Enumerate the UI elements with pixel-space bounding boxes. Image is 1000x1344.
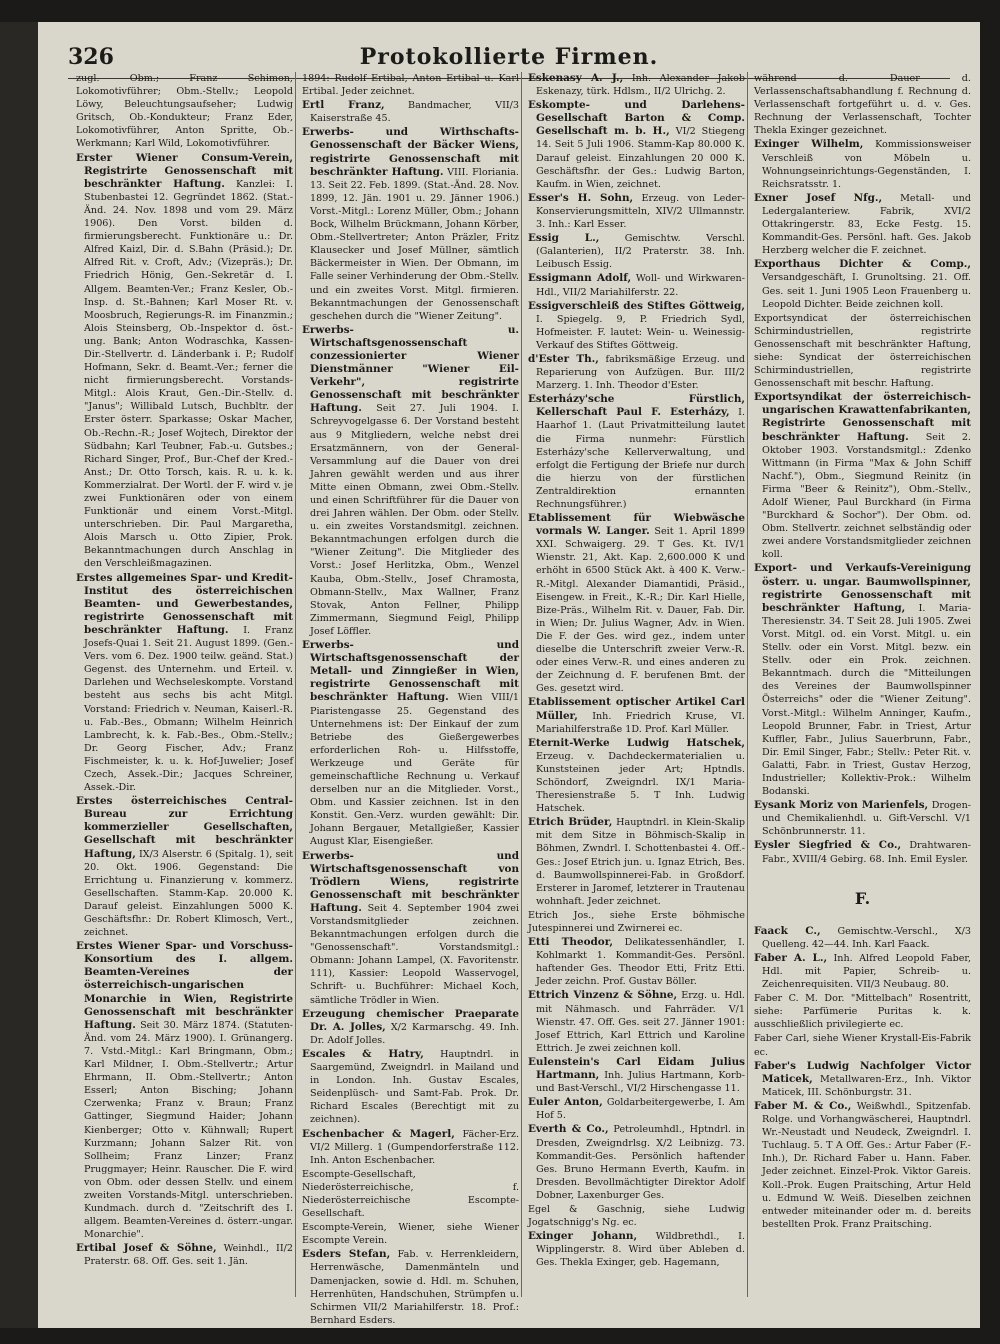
firm-details: fabriksmäßige Erzeug. und Reparierung von Aufzügen. Bur. III/2 Marzerg. 1. Inh. Theodor d'Ester. — [536, 353, 745, 392]
firm-details: Inh. Friedrich Kruse, VI. Mariahilferstraße 1D. Prof. Karl Müller. — [536, 710, 745, 735]
column-divider — [521, 72, 522, 1297]
firm-name: Eysler Siegfried & Co., — [754, 839, 902, 852]
firm-name: Faber M. & Co., — [754, 1099, 852, 1112]
firm-entry — [754, 391, 971, 561]
firm-entry — [528, 1230, 745, 1269]
firm-details: VIII. Floriania. 13. Seit 22. Feb. 1899. (Stat.-Änd. 28. Nov. 1899, 12. Jän. 1901 u. 29. Jänner 1906.) Vorst.-Mitgl.: Lorenz Müller, Obm.; Johann Bock, Wilhelm Brückmann, Johann Körber, Obm.-Stellvertreter; Anton Präzler, Fritz Klausecker und Josef Müllner, sämtlich Bäckermeister in Wien. Der Obmann, im Falle seiner Verhinderung der Obm.-Stellv. und ein zweites Vorst. Mitgl. firmieren. Bekanntmachungen der Genossenschaft geschehen durch die "Wiener Zeitung". — [310, 166, 519, 322]
firm-entry — [528, 737, 745, 816]
firm-details: X/2 Karmarschg. 49. Inh. Dr. Adolf Jolles. — [310, 1021, 519, 1046]
firm-details: Seit 30. März 1874. (Statuten-Änd. vom 24. März 1900). I. Grünangerg. 7. Vstd.-Mitgl.: Karl Bringmann, Obm.; Karl Mildner, I. Obm.-Stellvertr.; Artur Ehrmann, II. Obm.-Stellvertr.; Anton Esserl; Anton Bisching; Johann Czerwenka; Franz v. Braun; Franz Gattinger, Siegmund Haider; Johann Kienberger; Otto v. Kühnwall; Rupert Kurzmann; Johann Salzer Rit. von Sollheim; Franz Linzer; Franz Pruggmayer; Heinr. Rauscher. Die F. wird von Obm. oder dessen Stellv. und einem zweiten Vorstands-Mitgl. unterschrieben. Kundmach. durch d. "Zeitschrift des I. allgem. Beamten-Vereines d. österr.-ungar. Monarchie". — [84, 1019, 293, 1241]
firm-name: Erstes österreichisches Central-Bureau zur Errichtung kommerzieller Gesellschaften, Gesellschaft mit beschränkter Haftung, — [76, 795, 293, 860]
firm-entry — [76, 572, 293, 795]
firm-entry — [528, 909, 745, 935]
firm-details: IX/3 Alserstr. 6 (Spitalg. 1), seit 20. Okt. 1906. Gegenstand: Die Errichtung u. Finanzierung v. kommerz. Gesellschaften. Stamm-Kap. 20.000 K. Darauf geleist. Einzahlungen 5000 K. Geschäftsfhr.: Dr. Robert Klimosch, Vert., zeichnet. — [84, 848, 293, 939]
firm-entry — [76, 940, 293, 1241]
firm-entry — [528, 936, 745, 988]
firm-entry — [302, 1128, 519, 1167]
firm-details: Wien VIII/1 Piaristengasse 25. Gegenstand des Unternehmens ist: Der Einkauf der zum Betriebe des Gießergewerbes erforderlichen Roh- u. Hilfsstoffe, Werkzeuge und Geräte für gemeinschaftliche Rechnung u. Verkauf derselben nur an die Mitglieder. Vorst., Obm. und Kassier zeichnen. Ist in den Konstit. Gen.-Verz. wurden gewählt: Dir. Johann Bergauer, Metallgießer, Kassier August Klar, Eisengießer. — [310, 692, 519, 848]
firm-details: Seit 4. September 1904 zwei Vorstandsmitglieder zeichnen. Bekanntmachungen erfolgen durch die "Genossenschaft". Vorstandsmitgl.: Obmann: Johann Lampel, (X. Favoritenstr. 111), Kassier: Leopold Wasservogel, Schrift- u. Buchführer: Michael Koch, sämtliche Trödler in Wien. — [310, 902, 519, 1006]
firm-details: Wildbrethdl., I. Wipplingerstr. 8. Wird über Ableben d. Ges. Thekla Exinger, geb. Hagemann, — [536, 1231, 745, 1269]
firm-name: Eternit-Werke Ludwig Hatschek, — [528, 736, 745, 749]
firm-details: Weißwhdl., Spitzenfab. Rolge. und Vorhangwäscherei, Hauptndrl. Wr.-Neustadt und Neudeck, Zweigndrl. I. Tuchlaug. 5. T A Off. Ges.: Artur Faber (F.-Inh.), Dr. Richard Faber u. Hann. Faber. Jeder zeichnet. Einzel-Prok. Viktor Gareis. Koll.-Prok. Eugen Praitsching, Artur Held u. Edmund W. Weiß. Dieselben zeichnen entweder miteinander oder m. d. bereits bestellten Prok. Franz Praitsching. — [762, 1100, 971, 1230]
firm-details: Egel & Gaschnig, siehe Ludwig Jogatschnigg's Ng. ec. — [528, 1203, 745, 1229]
firm-entry — [754, 1032, 971, 1058]
firm-name: Esser's H. Sohn, — [528, 191, 634, 204]
firm-details: Metallwaren-Erz., Inh. Viktor Maticek, III. Schönburgstr. 31. — [762, 1073, 971, 1098]
firm-name: Erster Wiener Consum-Verein, Registrirte Genossenschaft mit beschränkter Haftung. — [76, 151, 293, 190]
firm-details: Hauptndrl. in Klein-Skalip mit dem Sitze in Böhmisch-Skalip in Böhmen, Zwndrl. I. Schottenbastei 4. Off.-Ges.: Josef Etrich jun. u. Ignaz Etrich, Bes. d. Baumwollspinnerei-Fab. in Großdorf. Ersterer in Jaromef, letzterer in Trautenau wohnhaft. Jeder zeichnet. — [536, 817, 745, 907]
firm-details: Versandgeschäft, I. Grunoltsing. 21. Off. Ges. seit 1. Juni 1905 Leon Frauenberg u. Leopold Dichter. Beide zeichnen koll. — [762, 272, 971, 310]
firm-entry — [528, 99, 745, 191]
firm-entry — [754, 839, 971, 865]
firm-details: Erzeug. von Leder-Konservierungsmitteln, XIV/2 Ullmannstr. 3. Inh.: Karl Esser. — [536, 192, 745, 231]
firm-entry — [754, 192, 971, 257]
firm-entry — [528, 696, 745, 735]
firm-entry — [528, 989, 745, 1054]
firm-entry — [754, 312, 971, 391]
firm-entry — [302, 1048, 519, 1127]
firm-details: Inh. Alfred Leopold Faber, Hdl. mit Papier, Schreib- u. Zeichenrequisiten. VII/3 Neubaug. 80. — [762, 952, 971, 991]
firm-details: Delikatessenhändler, I. Kohlmarkt 1. Kommandit-Ges. Persönl. haftender Ges. Theodor Etti, Fritz Etti. Jeder zeichn. Prof. Gustav Böller. — [536, 937, 745, 988]
firm-details: Erzg. u. Hdl. mit Nähmasch. und Fahrräder. V/1 Wienstr. 47. Off. Ges. seit 27. Jänner 1901: Josef Ettrich, Karl Ettrich und Karoline Ettrich. Je zwei zeichnen koll. — [536, 990, 745, 1054]
firm-entry — [754, 562, 971, 798]
firm-name: Esterházy'sche Fürstlich, Kellerschaft Paul F. Esterházy, — [528, 393, 745, 419]
scan-border — [0, 22, 38, 1328]
firm-name: Etti Theodor, — [528, 936, 614, 949]
firm-name: Exporthaus Dichter & Comp., — [754, 258, 971, 271]
firm-entry — [528, 1123, 745, 1202]
firm-name: Ertibal Josef & Söhne, — [76, 1242, 217, 1255]
firm-name: Erwerbs- und Wirthschafts-Genossenschaft der Bäcker Wiens, registrirte Genossenschaft mit beschränkter Haftung. — [302, 126, 519, 178]
firm-details: Drahtwaren-Fabr., XVIII/4 Gebirg. 68. Inh. Emil Eysler. — [762, 840, 971, 865]
firm-entry — [76, 1242, 293, 1268]
firm-details: Bandmacher, VII/3 Kaiserstraße 45. — [310, 100, 519, 125]
firm-name: Everth & Co., — [528, 1123, 609, 1136]
firm-details: Faber C. M. Dor. "Mittelbach" Rosentritt, siehe: Parfümerie Puritas k. k. ausschließlich privilegierte ec. — [754, 993, 971, 1031]
firm-name: Faack C., — [754, 924, 821, 937]
firm-entry — [754, 72, 971, 137]
firm-details: I. Haarhof 1. (Laut Privatmitteilung lautet die Firma nunmehr: Fürstlich Esterházy'sche Kellerverwaltung, und erfolgt die Fertigung der Briefe nur durch die hierzu von der fürstlichen Zentraldirektion ernannten Rechnungsführer.) — [536, 407, 745, 510]
firm-entry — [754, 1060, 971, 1099]
firm-entry — [754, 138, 971, 190]
firm-entry — [302, 324, 519, 638]
text-column-4 — [754, 72, 971, 1312]
firm-entry — [302, 72, 519, 98]
firm-name: Erwerbs- und Wirtschaftsgenossenschaft der Metall- und Zinngießer in Wien, registrirte Genossenschaft mit beschränkter Haftung. — [302, 639, 519, 704]
firm-name: Ertl Franz, — [302, 99, 385, 112]
firm-name: Erzeugung chemischer Praeparate Dr. A. Jolles, — [302, 1007, 519, 1033]
text-column-3 — [528, 72, 745, 1312]
firm-details: I. Spiegelg. 9, P. Friedrich Sydl, Hofmeister. F. lautet: Wein- u. Weinessig-Verkauf des Stiftes Göttweig. — [536, 313, 745, 351]
firm-name: Eysank Moriz von Marienfels, — [754, 799, 929, 812]
firm-entry — [528, 192, 745, 231]
firm-details: Kommissionsweiser Verschleiß von Möbeln u. Wohnungseinrichtungs-Gegenständen, I. Reichsratsstr. 1. — [762, 139, 971, 190]
firm-entry — [76, 795, 293, 939]
firm-name: Esders Stefan, — [302, 1248, 391, 1261]
firm-details: Gemischtw.-Verschl., X/3 Quelleng. 42—44. Inh. Karl Faack. — [762, 925, 971, 950]
firm-details: Fächer-Erz. VI/2 Millerg. 1 (Gumpendorferstraße 112. Inh. Anton Eschenbacher. — [310, 1128, 519, 1166]
firm-entry — [754, 992, 971, 1031]
firm-details: Etrich Jos., siehe Erste böhmische Jutespinnerei und Zwirnerei ec. — [528, 909, 745, 934]
firm-entry — [754, 799, 971, 838]
firm-entry — [754, 925, 971, 951]
firm-name: Etablissement optischer Artikel Carl Müller, — [528, 696, 745, 722]
page-title: Protokollierte Firmen. — [359, 44, 659, 70]
firm-entry — [528, 816, 745, 908]
firm-details: Inh. Julius Hartmann, Korb- und Bast-Verschl., VI/2 Hirschengasse 11. — [536, 1070, 745, 1095]
firm-name: Faber's Ludwig Nachfolger Victor Maticek, — [754, 1059, 971, 1085]
firm-entry — [754, 258, 971, 310]
firm-entry — [528, 72, 745, 98]
firm-entry — [302, 1221, 519, 1247]
firm-name: Exner Josef Nfg., — [754, 191, 883, 204]
firm-details: I. Maria-Theresienstr. 34. T Seit 28. Juli 1905. Zwei Vorst. Mitgl. od. ein Vorst. Mitgl. u. ein Stellv. oder ein Vorst. Mitgl. bezw. ein Stellv. oder ein Prok. zeichnen. Bekanntmach. durch die "Mitteilungen des Vereines der Baumwollspinner Österreichs" oder die "Wiener Zeitung". Vorst.-Mitgl.: Wilhelm Anninger, Kaufm., Leopold Brunner, Fabr. in Triest, Artur Kuffler, Fabr., Julius Sauerbrunn, Fabr., Dir. Emil Singer, Fabr.; Stellv.: Peter Rit. v. Galatti, Fabr. in Triest, Gustav Herzog, Industrieller; Kollektiv-Prok.: Wilhelm Bodanski. — [762, 602, 971, 798]
firm-details: Inh. Alexander Jakob Eskenazy, türk. Hdlsm., II/2 Ulrichg. 2. — [536, 73, 745, 98]
firm-entry — [76, 72, 293, 151]
firm-details: I. Franz Josefs-Quai 1. Seit 21. August 1899. (Gen.-Vers. vom 6. Dez. 1900 teilw. geänd. Stat.) Gegenst. des Unternehm. und Erteil. v. Darlehen und Wechseleskompte. Vorstand besteht aus sechs bis acht Mitgl. Vorstand: Friedrich v. Neuman, Kaiserl.-R. u. Fab.-Bes., Obmann; Wilhelm Heinrich Lambrecht, k. k. Fab.-Bes., Obm.-Stellv.; Dr. Georg Fischer, Adv.; Franz Fischmeister, k. u. k. Hof-Juwelier; Josef Czech, Assek.-Dir.; Jacques Schreiner, Assek.-Dir. — [84, 624, 293, 794]
firm-details: Faber Carl, siehe Wiener Krystall-Eis-Fabrik ec. — [754, 1033, 971, 1058]
firm-entry — [528, 393, 745, 511]
firm-details: Weinhdl., II/2 Praterstr. 68. Off. Ges. seit 1. Jän. — [84, 1243, 293, 1268]
firm-entry — [528, 300, 745, 352]
firm-entry — [528, 353, 745, 392]
firm-name: Escales & Hatry, — [302, 1047, 424, 1060]
firm-entry — [528, 1056, 745, 1095]
firm-name: Essigverschleiß des Stiftes Göttweig, — [528, 299, 745, 312]
firm-details: Escompte-Gesellschaft, Niederösterreichische, f. Niederösterreichische Escompte-Gesellschaft. — [302, 1168, 519, 1220]
document-page — [38, 22, 980, 1328]
firm-details: 1894: Rudolf Ertibal, Anton Ertibal u. Karl Ertibal. Jeder zeichnet. — [302, 73, 519, 98]
firm-name: Essig L., — [528, 232, 600, 245]
firm-name: d'Ester Th., — [528, 352, 599, 365]
firm-details: Kanzlei: I. Stubenbastei 12. Gegründet 1862. (Stat.-Änd. 24. Nov. 1898 und vom 29. März 1906). Den Vorst. bilden d. firmierungsberecht. Funktionäre u.: Dr. Alfred Kaizl, Dir. d. S.Bahn (Präsid.); Dr. Alfred Rit. v. Croft, Adv.; (Vizepräs.); Dr. Friedrich Hönig, Gen.-Sekretär d. I. Allgem. Beamten-Ver.; Franz Kesler, Ob.-Insp. d. St.-Bahnen; Karl Moser Rt. v. Moosbruch, Regierungs-R. im Finanzmin.; Alois Steinsberg, Ob.-Inspektor d. öst.-ung. Bank; Anton Wodraschka, Kassen-Dir.-Stellvertr. d. Länderbank i. P.; Rudolf Hofmann, Sekr. d. Beamt.-Ver.; ferner die nicht firmierungsberecht. Vorstands-Mitgl.: Alois Kraut, Gen.-Dir.-Stellv. d. "Janus"; Willibald Lutsch, Buchbltr. der Erster österr. Sparkasse; Oskar Macher, Ob.-Rechn.-R.; Josef Wojtech, Direktor der Südbahn; Karl Teubner, Fab.-u. Gutsbes.; Richard Singer, Prof., Bur.-Chef der Kred.-Anst.; Dr. Otto Torsch, kais. R. u. k. k. Kommerzialrat. Der Wortl. der F. wird v. je zwei Funktionären oder von einem Funktionär und einem Vorst.-Mitgl. unterschrieben. Dir. Paul Margaretha, Alois Marsch u. Otto Zipier, Prok. Bekanntmachungen durch Anschlag in den Verschleißmagazinen. — [84, 178, 293, 570]
firm-name: Erstes Wiener Spar- und Vorschuss-Konsortium des I. allgem. Beamten-Vereines der österreichisch-ungarischen Monarchie in Wien, Registrirte Genossenschaft mit beschränkter Haftung. — [76, 940, 293, 1031]
firm-details: Metall- und Ledergalanteriew. Fabrik, XVI/2 Ottakringerstr. 83, Ecke Festg. 15. Kommandit-Ges. Persönl. haft. Ges. Jakob Herzberg welcher die F. zeichnet. — [762, 192, 971, 257]
firm-entry — [754, 952, 971, 991]
firm-name: Erwerbs- u. Wirtschaftsgenossenschaft conzessionierter Wiener Dienstmänner "Wiener Eil-Verkehr", registrirte Genossenschaft mit beschränkter Haftung. — [302, 323, 519, 415]
firm-name: Eschenbacher & Magerl, — [302, 1127, 455, 1140]
firm-name: Etrich Brüder, — [528, 816, 613, 829]
firm-details: Drogen- und Chemikalienhdl. u. Gift-Verschl. V/1 Schönbrunnerstr. 11. — [762, 800, 971, 838]
firm-entry — [528, 232, 745, 271]
firm-name: Exportsyndikat der österreichisch-ungarischen Krawattenfabrikanten, Registrirte Genossenschaft mit beschränkter Haftung. — [754, 391, 971, 443]
firm-name: Eulenstein's Carl Eidam Julius Hartmann, — [528, 1055, 745, 1082]
firm-details: Petroleumhdl., Hptndrl. in Dresden, Zweigndrlsg. X/2 Leibnizg. 73. Kommandit-Ges. Persönlich haftender Ges. Bruno Hermann Everth, Kaufm. in Dresden. Bevollmächtigter Direktor Adolf Dobner, Laxenburger Ges. — [536, 1124, 745, 1201]
firm-name: Essigmann Adolf, — [528, 272, 632, 285]
text-column-1 — [76, 72, 293, 1312]
firm-details: Seit 27. Juli 1904. I. Schreyvogelgasse 6. Der Vorstand besteht aus 9 Mitgliedern, welche nebst drei Ersatzmännern, von der General-Versammlung auf die Dauer von drei Jahren gewählt werden und aus ihrer Mitte einen Obmann, zwei Obm.-Stellv. und einen Schriftführer für die Dauer von drei Jahren wählen. Der Obm. oder Stellv. u. ein zweites Vorstandsmitgl. zeichnen. Bekanntmachungen erfolgen durch die "Wiener Zeitung". Die Mitglieder des Vorst.: Josef Herlitzka, Obm., Wenzel Kauba, Obm.-Stellv., Josef Chramosta, Obmann-Stellv., Max Wallner, Franz Stovak, Anton Fellner, Philipp Zimmermann, Siegmund Feigl, Philipp Josef Löffler. — [310, 403, 519, 637]
firm-entry — [302, 639, 519, 849]
firm-name: Erwerbs- und Wirtschaftsgenossenschaft von Trödlern Wiens, registrirte Genossenschaft mit beschränkter Haftung. — [302, 849, 519, 914]
firm-details: Goldarbeitergewerbe, I. Am Hof 5. — [536, 1097, 745, 1122]
firm-details: Woll- und Wirkwaren-Hdl., VII/2 Mariahilferstr. 22. — [536, 273, 745, 298]
firm-name: Erstes allgemeines Spar- und Kredit-Institut des österreichischen Beamten- und Gewerbestandes, registrirte Genossenschaft mit beschränkter Haftung. — [76, 571, 293, 636]
firm-details: Gemischtw. Verschl. (Galanterien), II/2 Praterstr. 38. Inh. Leibusch Essig. — [536, 233, 745, 271]
firm-entry — [302, 126, 519, 322]
firm-name: Etablissement für Wiebwäsche vormals W. Langer. — [528, 512, 745, 538]
text-column-2 — [302, 72, 519, 1326]
firm-entry — [302, 99, 519, 125]
firm-entry — [528, 512, 745, 695]
firm-name: Exinger Wilhelm, — [754, 138, 864, 151]
firm-name: Eskompte- und Darlehens-Gesellschaft Barton & Comp. Gesellschaft m. b. H., — [528, 99, 745, 138]
firm-entry — [528, 1096, 745, 1122]
firm-entry — [302, 1248, 519, 1327]
firm-entry — [528, 272, 745, 298]
column-divider — [747, 72, 748, 1297]
firm-name: Ettrich Vinzenz & Söhne, — [528, 989, 678, 1002]
firm-name: Faber A. L., — [754, 951, 828, 964]
firm-details: Hauptndrl. in Saargemünd, Zweigndrl. in Mailand und in London. Inh. Gustav Escales, Seidenplüsch- und Samt-Fab. Prok. Dr. Richard Escales (Berechtigt mit zu zeichnen). — [310, 1048, 519, 1126]
page-header — [38, 40, 980, 76]
firm-details: Escompte-Verein, Wiener, siehe Wiener Escompte Verein. — [302, 1222, 519, 1247]
firm-entry — [302, 1168, 519, 1220]
page-number: 326 — [68, 44, 114, 70]
section-letter: F. — [854, 888, 871, 908]
firm-details: Seit 2. Oktober 1903. Vorstandsmitgl.: Zdenko Wittmann (in Firma "Max & John Schiff Nachf."), Obm., Siegmund Reinitz (in Firma "Beer & Reinitz"), Obm.-Stellv., Adolf Wiener, Paul Burckhard (in Firma "Burckhard & Sochor"). Der Obm. od. Obm. Stellvertr. zeichnet selbständig oder zwei andere Vorstandsmitglieder zeichnen koll. — [762, 431, 971, 561]
firm-details: zugl. Obm.; Franz Schimon, Lokomotivführer; Obm.-Stellv.; Leopold Löwy, Beleuchtungsaufseher; Ludwig Gritsch, Ob.-Kondukteur; Franz Eder, Lokomotivführer, Anton Spritte, Ob.-Werkmann; Karl Wild, Lokomotivführer. — [76, 73, 293, 150]
firm-name: Export- und Verkaufs-Vereinigung österr. u. ungar. Baumwollspinner, registrirte Genossenschaft mit beschränkter Haftung, — [754, 562, 971, 614]
firm-name: Euler Anton, — [528, 1096, 603, 1109]
firm-details: während d. Dauer d. Verlassenschaftsabhandlung f. Rechnung d. Verlassenschaft fortgeführt u. d. v. Ges. Rechnung der Verlassenschaft, Tochter Thekla Exinger gezeichnet. — [754, 73, 971, 137]
firm-entry — [302, 1008, 519, 1047]
column-divider — [295, 72, 296, 1297]
firm-name: Eskenasy A. J., — [528, 72, 624, 84]
firm-name: Exinger Johann, — [528, 1230, 638, 1243]
firm-details: Seit 1. April 1899 XXI. Schwaigerg. 29. T Ges. Kt. IV/1 Wienstr. 21, Akt. Kap. 2,600.000 K und erhöht in 6500 Stück Akt. à 400 K. Verw.-R.-Mitgl. Alexander Diamantidi, Präsid., Eisengew. in Freit., K.-R.; Dir. Karl Hielle, Bize-Präs., Wilhelm Rit. v. Dauer, Fab. Dir. in Wien; Dr. Julius Wagner, Adv. in Wien. Die F. der Ges. wird gez., indem unter dieselbe die Unterschrift zweier Verw.-R. oder eines Verw.-R. und eines anderen zu der Zeichnung d. F. berufenen Bmt. der Ges. gesetzt wird. — [536, 526, 745, 695]
firm-details: Fab. v. Herrenkleidern, Herrenwäsche, Damenmänteln und Damenjacken, sowie d. Hdl. m. Schuhen, Herrenhüten, Handschuhen, Strümpfen u. Schirmen VII/2 Mariahilferstr. 18. Prof.: Bernhard Esders. — [310, 1249, 519, 1326]
firm-details: Exportsyndicat der österreichischen Schirmindustriellen, registrirte Genossenschaft mit beschränkter Haftung, siehe: Syndicat der österreichischen Schirmindustriellen, registrirte Genossenschaft mit beschr. Haftung. — [754, 312, 971, 390]
firm-entry — [754, 1100, 971, 1231]
firm-details: Erzeug. v. Dachdeckermaterialien u. Kunststeinen jeder Art; Hptndls. Schöndorf, Zweigndrl. IX/1 Maria-Theresienstraße 5. T Inh. Ludwig Hatschek. — [536, 750, 745, 815]
firm-entry — [302, 850, 519, 1007]
firm-entry — [76, 152, 293, 571]
firm-details: VI/2 Stiegeng 14. Seit 5 Juli 1906. Stamm-Kap 80.000 K. Darauf geleist. Einzahlungen 20 000 K. Geschäftsfhr. der Ges.: Ludwig Barton, Kaufm. in Wien, zeichnet. — [536, 126, 745, 190]
firm-entry — [528, 1203, 745, 1229]
